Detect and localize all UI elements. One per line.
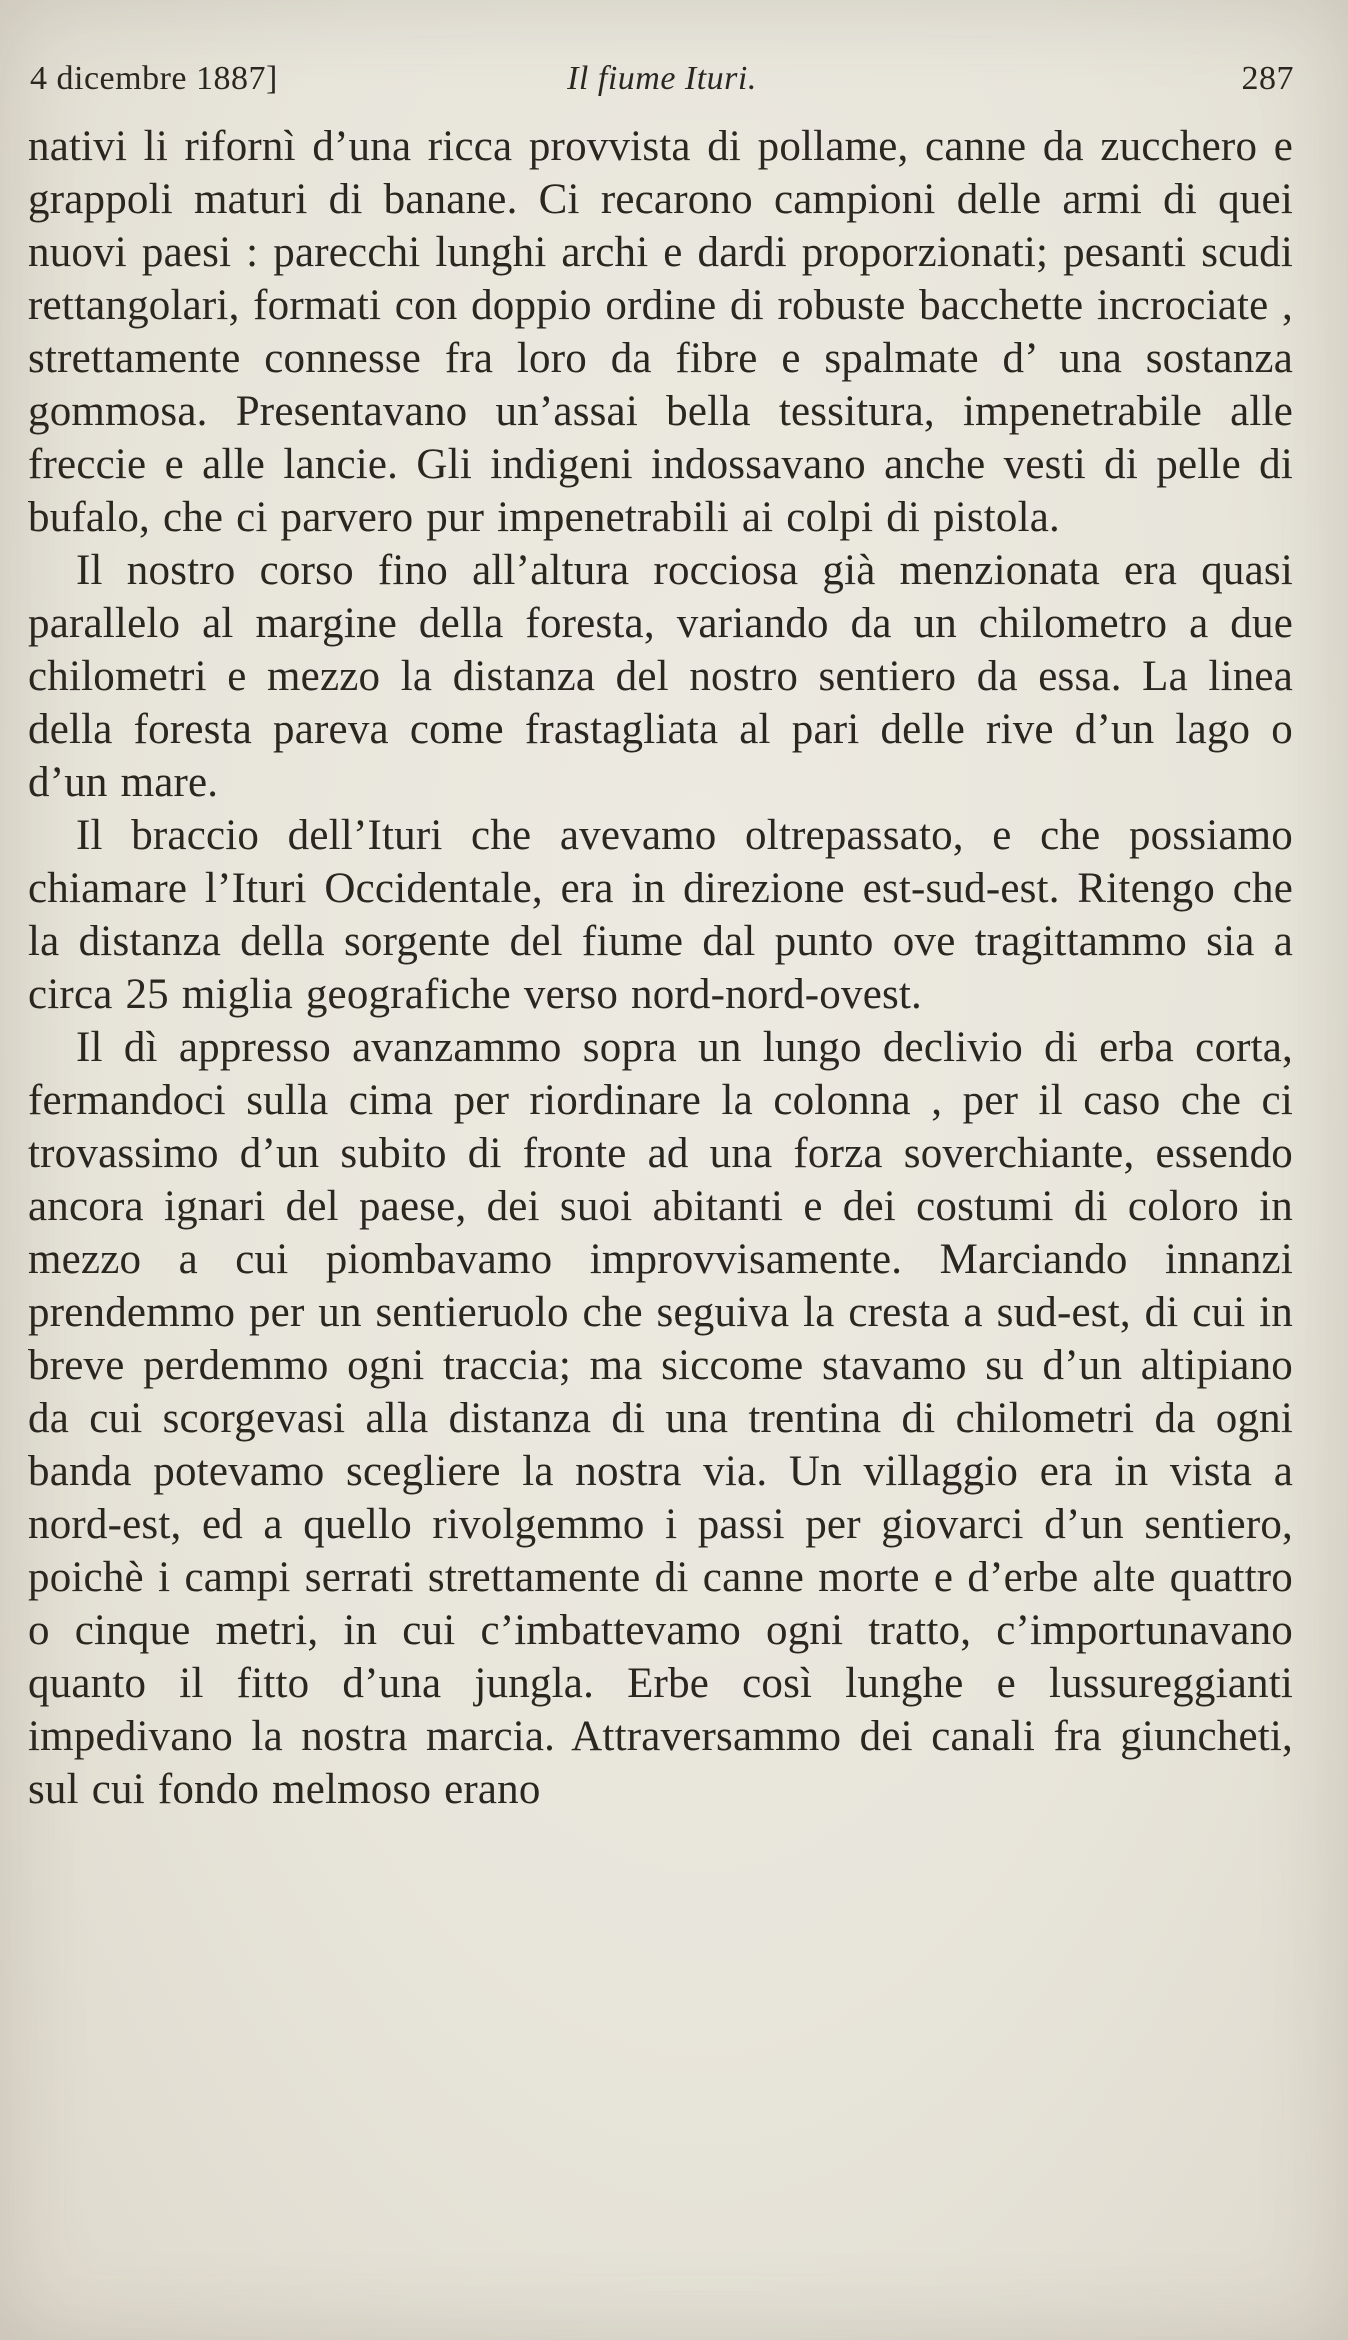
page-header: [30, 60, 1294, 98]
running-title: Il fiume Ituri.: [567, 60, 757, 97]
page-body: [28, 120, 1293, 1816]
page-number: 287: [1241, 60, 1294, 97]
body-paragraph-3: Il braccio dell’Ituri che avevamo oltrepassato, e che possiamo chiamare l’Ituri Occidentale, era in direzione est-sud-est. Ritengo che la distanza della sorgente del fiume dal punto ove tragittammo sia a circa 25 miglia geografiche verso nord-nord-ovest.: [28, 812, 1293, 1018]
body-paragraph-2: Il nostro corso fino all’altura rocciosa già menzionata era quasi parallelo al margine della foresta, variando da un chilometro a due chilometri e mezzo la distanza del nostro sentiero da essa. La linea della foresta pareva come frastagliata al pari delle rive d’un lago o d’un mare.: [28, 547, 1293, 806]
header-date: 4 dicembre 1887]: [30, 60, 278, 97]
body-paragraph-4: Il dì appresso avanzammo sopra un lungo declivio di erba corta, fermandoci sulla cima per riordinare la colonna , per il caso che ci trovassimo d’un subito di fronte ad una forza soverchiante, essendo ancora ignari del paese, dei suoi abitanti e dei costumi di coloro in mezzo a cui piombavamo improvvisamente. Marciando innanzi prendemmo per un sentieruolo che seguiva la cresta a sud-est, di cui in breve perdemmo ogni traccia; ma siccome stavamo su d’un altipiano da cui scorgevasi alla distanza di una trentina di chilometri da ogni banda potevamo scegliere la nostra via. Un villaggio era in vista a nord-est, ed a quello rivolgemmo i passi per giovarci d’un sentiero, poichè i campi serrati strettamente di canne morte e d’erbe alte quattro o cinque metri, in cui c’imbattevamo ogni tratto, c’importunavano quanto il fitto d’una jungla. Erbe così lunghe e lussureggianti impedivano la nostra marcia. Attraversammo dei canali fra giuncheti, sul cui fondo melmoso erano: [28, 1024, 1293, 1813]
body-paragraph-1: nativi li rifornì d’una ricca provvista di pollame, canne da zucchero e grappoli maturi di banane. Ci recarono campioni delle armi di quei nuovi paesi : parecchi lunghi archi e dardi proporzionati; pesanti scudi rettangolari, formati con doppio ordine di robuste bacchette incrociate , strettamente connesse fra loro da fibre e spalmate d’ una sostanza gommosa. Presentavano un’assai bella tessitura, impenetrabile alle freccie e alle lancie. Gli indigeni indossavano anche vesti di pelle di bufalo, che ci parvero pur impenetrabili ai colpi di pistola.: [28, 123, 1293, 541]
